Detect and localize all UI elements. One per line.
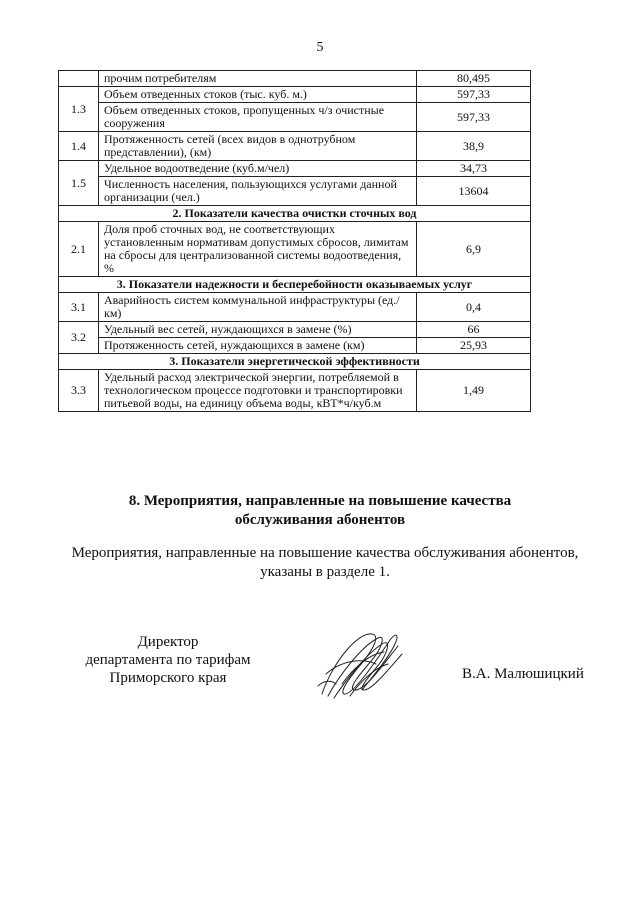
section-title: 3. Показатели надежности и бесперебойности оказываемых услуг (59, 277, 531, 293)
signatory-title-line: Директор (137, 634, 199, 650)
indicators-table (58, 70, 531, 412)
indicator-name: прочим потребителям (99, 71, 417, 87)
table-row (59, 222, 531, 277)
indicator-value: 80,495 (417, 71, 531, 87)
indicator-name: Доля проб сточных вод, не соответствующих установленным нормативам допустимых сбросов, лимитам на сбросы для централизованной системы водоотведения, % (99, 222, 417, 277)
indicator-name: Протяженность сетей, нуждающихся в замене (км) (99, 338, 417, 354)
section-row (59, 206, 531, 222)
indicator-name: Аварийность систем коммунальной инфраструктуры (ед./км) (99, 293, 417, 322)
table-row (59, 338, 531, 354)
indicator-value: 0,4 (417, 293, 531, 322)
table-row (59, 177, 531, 206)
indicator-name: Протяженность сетей (всех видов в однотрубном представлении), (км) (99, 132, 417, 161)
indicator-name: Численность населения, пользующихся услугами данной организации (чел.) (99, 177, 417, 206)
table-row (59, 103, 531, 132)
table-row (59, 161, 531, 177)
indicator-name: Удельный расход электрической энергии, потребляемой в технологическом процессе подготовки и транспортировки питьевой воды, на единицу объема воды, кВТ*ч/куб.м (99, 370, 417, 412)
indicator-name: Удельный вес сетей, нуждающихся в замене (%) (99, 322, 417, 338)
indicator-value: 597,33 (417, 87, 531, 103)
indicator-value: 6,9 (417, 222, 531, 277)
table-row (59, 322, 531, 338)
row-number: 3.1 (59, 293, 99, 322)
indicator-value: 66 (417, 322, 531, 338)
table-row (59, 71, 531, 87)
indicator-value: 38,9 (417, 132, 531, 161)
signatory-name: В.А. Малюшицкий (462, 666, 584, 682)
section-8-heading-line: обслуживания абонентов (234, 512, 406, 528)
section-title: 2. Показатели качества очистки сточных вод (59, 206, 531, 222)
indicator-name: Удельное водоотведение (куб.м/чел) (99, 161, 417, 177)
indicator-value: 1,49 (417, 370, 531, 412)
signatory-title (72, 633, 264, 687)
row-number: 1.5 (59, 161, 99, 206)
indicator-value: 34,73 (417, 161, 531, 177)
signatory-title-line: департамента по тарифам (85, 652, 251, 668)
table-row (59, 293, 531, 322)
row-number: 3.2 (59, 322, 99, 354)
section-8-heading (0, 492, 640, 530)
table-row (59, 132, 531, 161)
section-row (59, 354, 531, 370)
indicator-name: Объем отведенных стоков (тыс. куб. м.) (99, 87, 417, 103)
signatory-title-line: Приморского края (109, 670, 227, 686)
section-title: 3. Показатели энергетической эффективности (59, 354, 531, 370)
indicator-value: 25,93 (417, 338, 531, 354)
indicator-value: 13604 (417, 177, 531, 206)
section-row (59, 277, 531, 293)
row-number: 1.4 (59, 132, 99, 161)
page-number: 5 (316, 40, 324, 55)
section-8-heading-line: 8. Мероприятия, направленные на повышение качества (128, 493, 512, 509)
indicator-value: 597,33 (417, 103, 531, 132)
row-number: 2.1 (59, 222, 99, 277)
handwritten-signature (312, 624, 408, 704)
section-8-text: Мероприятия, направленные на повышение качества обслуживания абонентов, указаны в разделе 1. (71, 545, 579, 580)
table-row (59, 87, 531, 103)
table-row (59, 370, 531, 412)
row-number: 1.3 (59, 87, 99, 132)
row-number (59, 71, 99, 87)
indicator-name: Объем отведенных стоков, пропущенных ч/з очистные сооружения (99, 103, 417, 132)
row-number: 3.3 (59, 370, 99, 412)
